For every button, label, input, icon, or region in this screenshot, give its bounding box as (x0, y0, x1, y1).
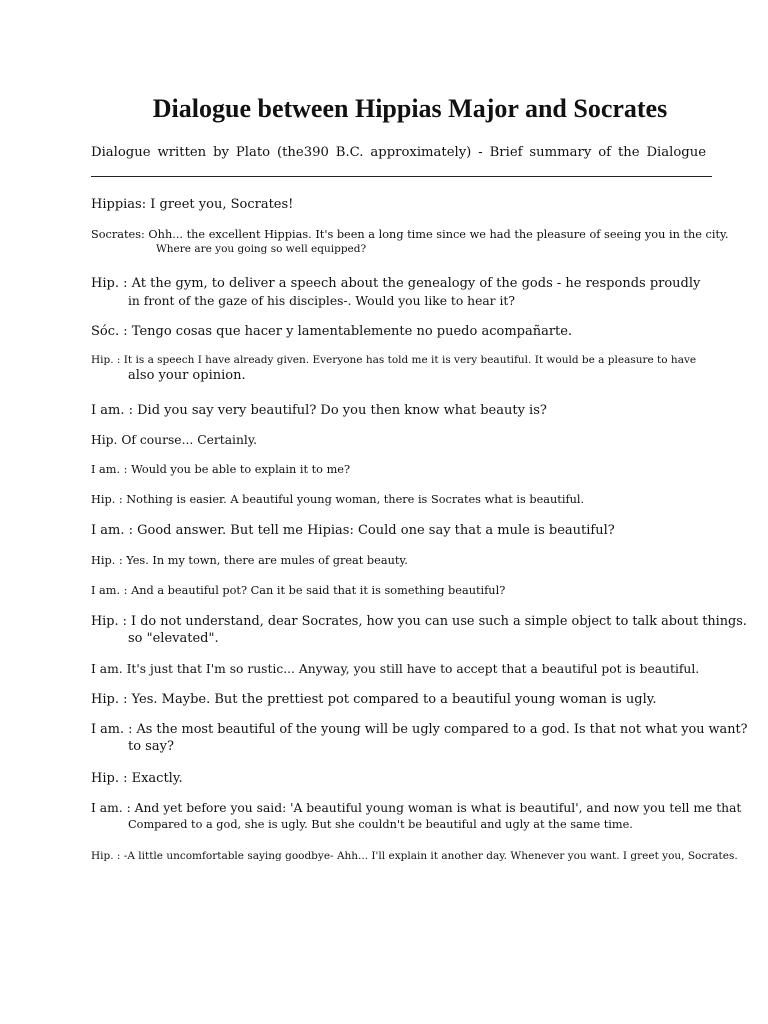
dialogue-line: Hip. : At the gym, to deliver a speech about the genealogy of the gods - he responds proudly in front of the gaze of his disciples-. Would you like to hear it? (91, 276, 701, 308)
dialogue-line: Hip. : -A little uncomfortable saying goodbye- Ahh... I'll explain it another day. Whenever you want. I greet you, Socrates. (91, 850, 738, 862)
dialogue-line: Hip. : It is a speech I have already given. Everyone has told me it is very beautiful. It would be a pleasure to have also your opinion. (91, 354, 697, 384)
dialogue-line: Hip. : I do not understand, dear Socrates, how you can use such a simple object to talk about things. so "elevated". (91, 614, 747, 647)
separator-rule (91, 176, 712, 177)
document-subtitle: Dialogue written by Plato (the390 B.C. approximately) - Brief summary of the Dialogue (91, 145, 706, 160)
dialogue-line: I am. : Would you be able to explain it to me? (91, 463, 351, 476)
dialogue-line: Hip. : Yes. Maybe. But the prettiest pot compared to a beautiful young woman is ugly. (91, 692, 657, 707)
dialogue-line: I am. : Did you say very beautiful? Do you then know what beauty is? (91, 403, 547, 418)
dialogue-line: Hip. : Exactly. (91, 771, 183, 786)
dialogue-line: Socrates: Ohh... the excellent Hippias. It's been a long time since we had the pleasure of seeing you in the city. Where are you going so well equipped? (91, 228, 729, 256)
dialogue-line: I am. : As the most beautiful of the young will be ugly compared to a god. Is that not what you want? to say? (91, 722, 748, 755)
dialogue-line: I am. It's just that I'm so rustic... Anyway, you still have to accept that a beautiful pot is beautiful. (91, 662, 700, 676)
dialogue-line: I am. : And a beautiful pot? Can it be said that it is something beautiful? (91, 584, 506, 597)
dialogue-line: Hippias: I greet you, Socrates! (91, 197, 294, 212)
document-title: Dialogue between Hippias Major and Socrates (152, 94, 668, 123)
dialogue-line: Hip. : Nothing is easier. A beautiful young woman, there is Socrates what is beautiful. (91, 493, 585, 506)
dialogue-line: I am. : Good answer. But tell me Hipias: Could one say that a mule is beautiful? (91, 523, 615, 538)
dialogue-line: Hip. : Yes. In my town, there are mules of great beauty. (91, 554, 408, 567)
dialogue-line: Sóc. : Tengo cosas que hacer y lamentablemente no puedo acompañarte. (91, 324, 573, 339)
dialogue-line: I am. : And yet before you said: 'A beautiful young woman is what is beautiful', and now you tell me that Compared to a god, she is ugly. But she couldn't be beautiful and ugly at the same time. (91, 801, 742, 831)
dialogue-line: Hip. Of course... Certainly. (91, 433, 258, 447)
